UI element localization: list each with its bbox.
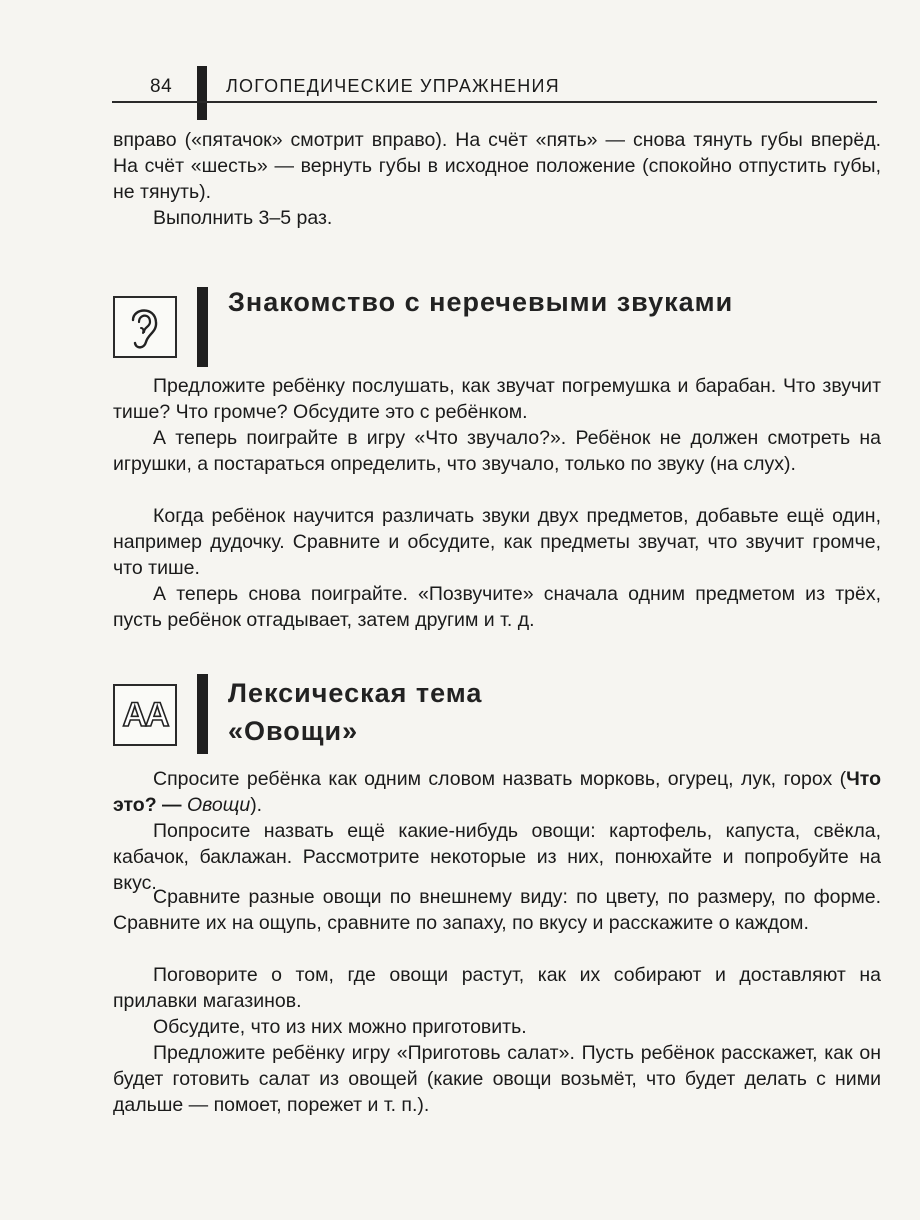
header-rule bbox=[112, 101, 877, 103]
section2-paragraph-6: Предложите ребёнку игру «Приготовь салат». Пусть ребёнок расскажет, как он будет готовить салат из овощей (какие овощи возьмёт, что будет делать с ними дальше — помоет, порежет и т. п.). bbox=[113, 1042, 881, 1116]
intro-paragraph: вправо («пятачок» смотрит вправо). На счёт «пять» — снова тянуть губы вперёд. На счёт «шесть» — вернуть губы в исходное положение (спокойно отпустить губы, не тянуть). bbox=[113, 129, 881, 203]
section2-p1-answer: Овощи bbox=[186, 794, 251, 816]
section2-paragraph-5: Обсудите, что из них можно приготовить. bbox=[153, 1016, 527, 1038]
letters-aa-icon bbox=[113, 684, 177, 746]
section2-p1-text: Спросите ребёнка как одним словом назвать морковь, огурец, лук, горох ( bbox=[153, 768, 847, 790]
section2-title-line1: Лексическая тема bbox=[228, 678, 483, 708]
section1-title: Знакомство с неречевыми звуками bbox=[228, 287, 734, 317]
header-bar bbox=[197, 66, 207, 120]
section1-bar bbox=[197, 287, 208, 367]
section1-paragraph-4: А теперь снова поиграйте. «Позвучите» сначала одним предметом из трёх, пусть ребёнок отгадывает, затем другим и т. д. bbox=[113, 583, 881, 631]
section2-paragraph-3: Сравните разные овощи по внешнему виду: по цвету, по размеру, по форме. Сравните их на ощупь, сравните по запаху, по вкусу и расскажите о каждом. bbox=[113, 886, 881, 934]
section1-paragraph-2: А теперь поиграйте в игру «Что звучало?». Ребёнок не должен смотреть на игрушки, а постараться определить, что звучало, только по звуку (на слух). bbox=[113, 427, 881, 475]
intro-repeat-note: Выполнить 3–5 раз. bbox=[153, 207, 333, 229]
section2-paragraph-4: Поговорите о том, где овощи растут, как их собирают и доставляют на прилавки магазинов. bbox=[113, 964, 881, 1012]
section2-paragraph-1 bbox=[113, 766, 881, 818]
section2-title-line2: «Овощи» bbox=[228, 716, 359, 746]
section2-bar bbox=[197, 674, 208, 754]
section2-p1-question: Что это? — bbox=[113, 768, 881, 816]
page-number: 84 bbox=[150, 76, 173, 97]
section1-paragraph-1: Предложите ребёнку послушать, как звучат погремушка и барабан. Что звучит тише? Что громче? Обсудите это с ребёнком. bbox=[113, 375, 881, 423]
section2-paragraph-2: Попросите назвать ещё какие-нибудь овощи: картофель, капуста, свёкла, кабачок, баклажан. Рассмотрите некоторые из них, понюхайте и попробуйте на вкус. bbox=[113, 820, 881, 894]
ear-icon bbox=[113, 296, 177, 358]
section1-paragraph-3: Когда ребёнок научится различать звуки двух предметов, добавьте ещё один, например дудочку. Сравните и обсудите, как предметы звучат, что звучит громче, что тише. bbox=[113, 505, 881, 579]
running-title: ЛОГОПЕДИЧЕСКИЕ УПРАЖНЕНИЯ bbox=[226, 76, 560, 96]
section2-p1-close: ). bbox=[250, 794, 263, 816]
letters-aa-glyph: AA bbox=[122, 695, 168, 734]
